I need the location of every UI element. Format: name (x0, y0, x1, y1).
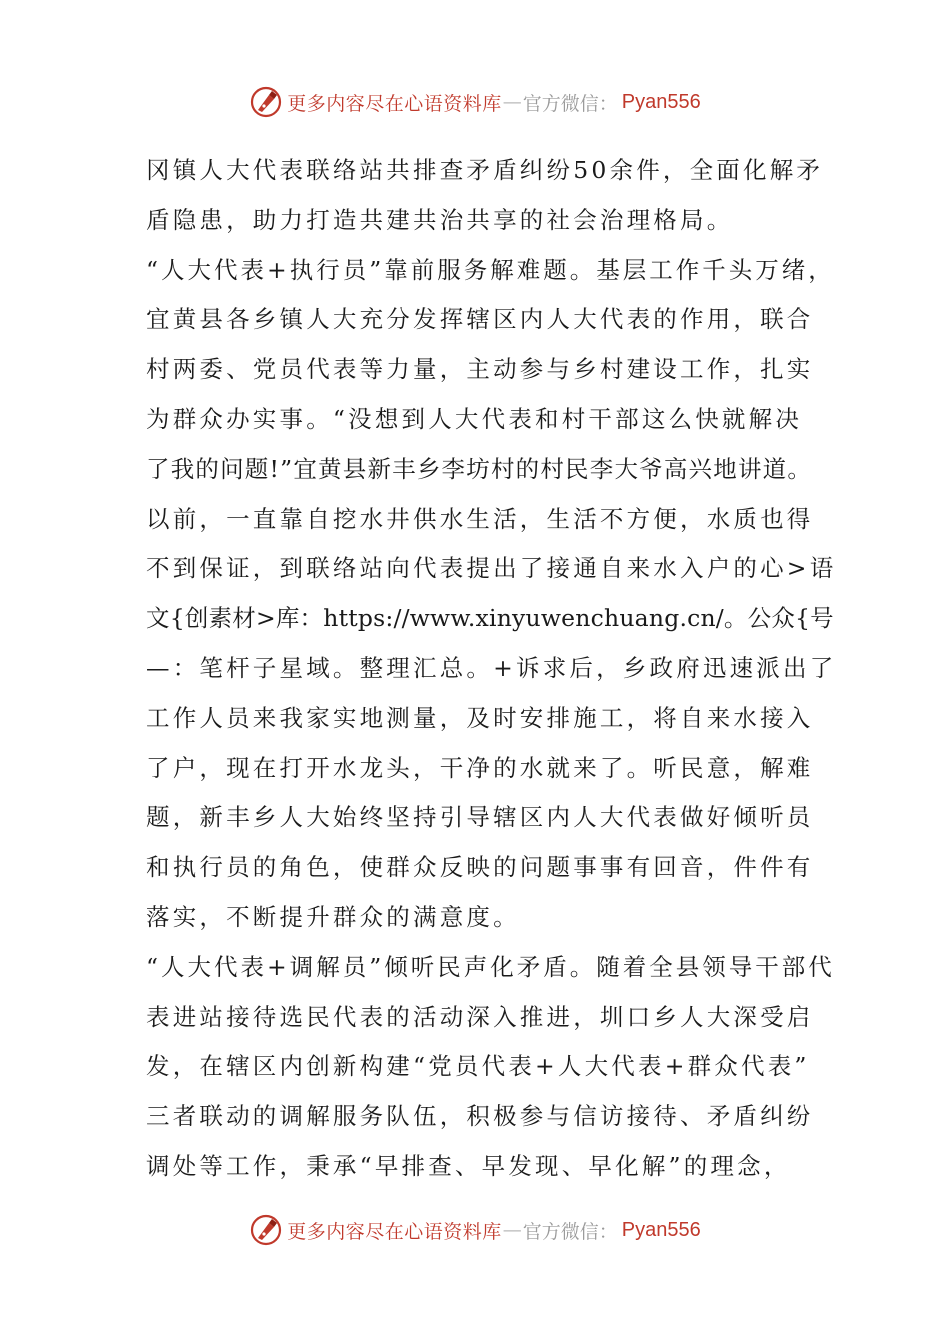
body-line: 了我的问题!”宜黄县新丰乡李坊村的村民李大爷高兴地讲道。 (146, 454, 813, 483)
footer-banner (0, 1208, 950, 1252)
banner-main-text: 更多内容尽在心语资料库 (287, 1220, 502, 1243)
banner-wechat-id: Pyan556 (621, 1218, 701, 1241)
body-line: 冈镇人大代表联络站共排查矛盾纠纷50余件，全面化解矛 (146, 156, 824, 184)
document-body (146, 146, 837, 1192)
banner-wechat-id: Pyan556 (621, 90, 701, 113)
header-banner (0, 80, 950, 124)
body-line: 不到保证，到联络站向代表提出了接通自来水入户的心>语 (146, 554, 837, 583)
body-line: “人大代表+执行员”靠前服务解难题。基层工作千头万绪， (146, 255, 835, 284)
banner-dash: — (502, 1219, 522, 1241)
banner-sub-text: 官方微信： (522, 92, 618, 115)
pen-nib-logo-icon (249, 1213, 283, 1247)
banner-dash: — (502, 91, 522, 113)
body-line: 以前，一直靠自挖水井供水生活，生活不方便，水质也得 (146, 504, 814, 533)
body-line: 三者联动的调解服务队伍，积极参与信访接待、矛盾纠纷 (146, 1102, 814, 1131)
body-line: 为群众办实事。“没想到人大代表和村干部这么快就解决 (146, 404, 803, 433)
body-line: 宜黄县各乡镇人大充分发挥辖区内人大代表的作用，联合 (146, 305, 814, 334)
body-line: 文{创素材>库：https://www.xinyuwenchuang.cn/。公众{号 (146, 604, 834, 633)
body-line: 调处等工作，秉承“早排查、早发现、早化解”的理念， (146, 1151, 791, 1180)
body-line: 工作人员来我家实地测量，及时安排施工，将自来水接入 (146, 703, 814, 732)
body-line: —：笔杆子星域。整理汇总。+诉求后，乡政府迅速派出了 (146, 653, 837, 682)
body-line: 题，新丰乡人大始终坚持引导辖区内人大代表做好倾听员 (146, 803, 814, 832)
body-line: “人大代表+调解员”倾听民声化矛盾。随着全县领导干部代 (146, 952, 835, 981)
body-line: 和执行员的角色，使群众反映的问题事事有回音，件件有 (146, 853, 814, 882)
body-line: 发，在辖区内创新构建“党员代表+人大代表+群众代表” (146, 1052, 810, 1081)
body-line: 盾隐患，助力打造共建共治共享的社会治理格局。 (146, 205, 734, 234)
banner-sub-text: 官方微信： (522, 1220, 618, 1243)
body-line: 落实，不断提升群众的满意度。 (146, 902, 520, 931)
banner-main-text: 更多内容尽在心语资料库 (287, 92, 502, 115)
body-line: 表进站接待选民代表的活动深入推进，圳口乡人大深受启 (146, 1002, 814, 1031)
body-line: 了户，现在打开水龙头，干净的水就来了。听民意，解难 (146, 753, 814, 782)
body-line: 村两委、党员代表等力量，主动参与乡村建设工作，扎实 (146, 355, 814, 384)
pen-nib-logo-icon (249, 85, 283, 119)
